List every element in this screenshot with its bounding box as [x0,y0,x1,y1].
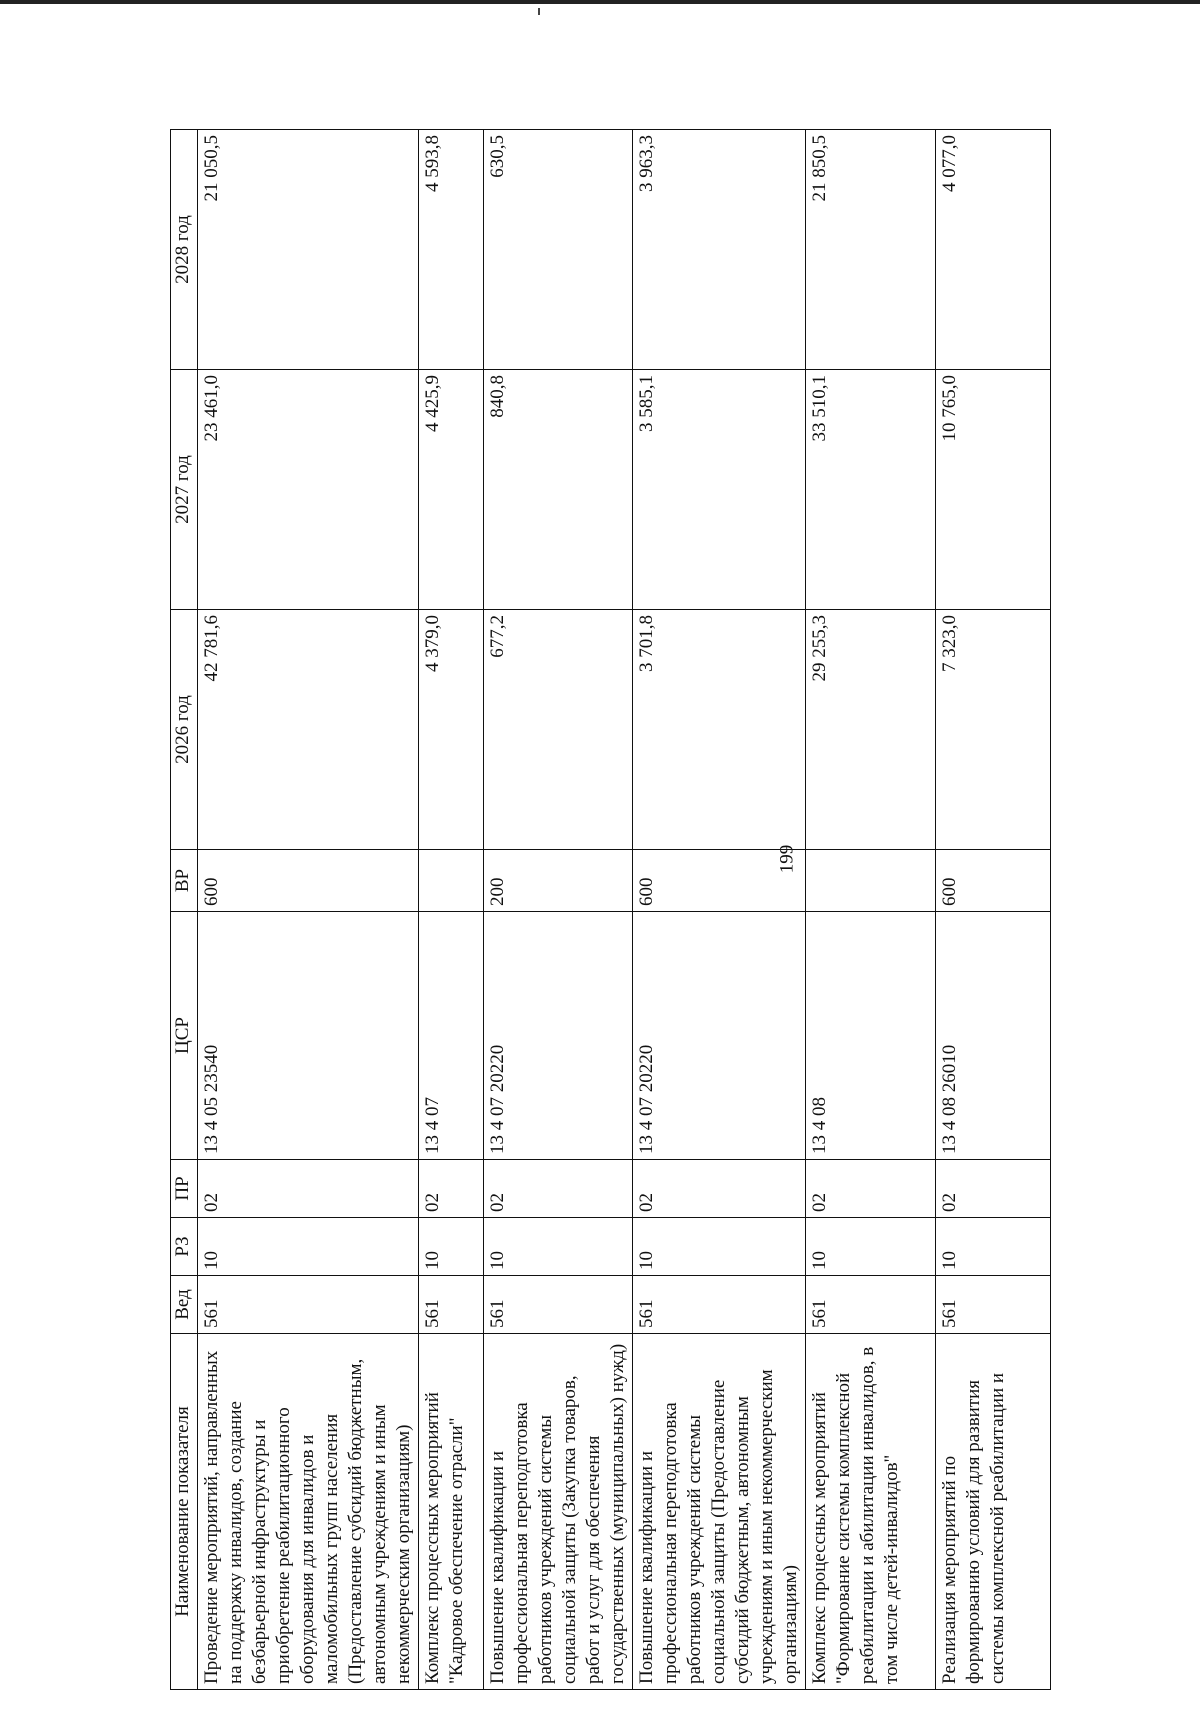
cell-csr: 13 4 07 [419,912,484,1160]
cell-ved: 561 [419,1276,484,1334]
cell-name: Комплекс процессных мероприятий "Кадровое обеспечение отрасли" [419,1334,484,1690]
header-2027: 2027 год [171,370,198,610]
cell-ved: 561 [633,1276,806,1334]
cell-pr: 02 [936,1160,1051,1218]
header-ved: Вед [171,1276,198,1334]
header-row [171,130,198,1690]
header-2028: 2028 год [171,130,198,370]
cell-2028: 21 850,5 [806,130,936,370]
cell-2026: 3 701,8 [633,610,806,850]
header-pr: ПР [171,1160,198,1218]
cell-rz: 10 [419,1218,484,1276]
cell-pr: 02 [484,1160,633,1218]
cell-name: Проведение мероприятий, направленных на поддержку инвалидов, создание безбарьерной инфраструктуры и приобретение реабилитационного оборудования для инвалидов и маломобильных групп населения (Предоставление субсидий бюджетным, автономным учреждениям и иным некоммерческим организациям) [198,1334,419,1690]
table-row [419,130,484,1690]
table-row [484,130,633,1690]
cell-2027: 840,8 [484,370,633,610]
cell-2027: 4 425,9 [419,370,484,610]
cell-csr: 13 4 08 26010 [936,912,1051,1160]
cell-name: Реализация мероприятий по формированию условий для развития системы комплексной реабилитации и [936,1334,1051,1690]
cell-ved: 561 [484,1276,633,1334]
cell-2028: 4 077,0 [936,130,1051,370]
cell-2028: 630,5 [484,130,633,370]
table-row [806,130,936,1690]
cell-vr [806,850,936,912]
cell-ved: 561 [936,1276,1051,1334]
page-number: 199 [776,844,798,874]
cell-csr: 13 4 05 23540 [198,912,419,1160]
rotated-table-container [170,130,1136,1690]
cell-csr: 13 4 08 [806,912,936,1160]
table-row [633,130,806,1690]
cell-2026: 7 323,0 [936,610,1051,850]
cell-name: Комплекс процессных мероприятий "Формирование системы комплексной реабилитации и абилитации инвалидов, в том числе детей-инвалидов" [806,1334,936,1690]
cell-pr: 02 [633,1160,806,1218]
cell-csr: 13 4 07 20220 [484,912,633,1160]
cell-2026: 4 379,0 [419,610,484,850]
cell-pr: 02 [419,1160,484,1218]
cell-rz: 10 [936,1218,1051,1276]
cell-vr: 600 [198,850,419,912]
header-vr: ВР [171,850,198,912]
cell-2026: 677,2 [484,610,633,850]
cell-2028: 3 963,3 [633,130,806,370]
table-row [936,130,1051,1690]
cell-pr: 02 [198,1160,419,1218]
cell-ved: 561 [198,1276,419,1334]
cell-name: Повышение квалификации и профессиональная переподготовка работников учреждений системы социальной защиты (Закупка товаров, работ и услуг для обеспечения государственных (муниципальных) нужд) [484,1334,633,1690]
header-csr: ЦСР [171,912,198,1160]
cell-vr: 200 [484,850,633,912]
cell-vr: 600 [936,850,1051,912]
scan-edge [0,0,1200,4]
cell-vr [419,850,484,912]
cell-2027: 33 510,1 [806,370,936,610]
cell-2027: 23 461,0 [198,370,419,610]
cell-2027: 3 585,1 [633,370,806,610]
cell-2026: 42 781,6 [198,610,419,850]
cell-rz: 10 [484,1218,633,1276]
cell-rz: 10 [198,1218,419,1276]
budget-table [170,129,1051,1690]
cell-2028: 4 593,8 [419,130,484,370]
cell-rz: 10 [633,1218,806,1276]
cell-2028: 21 050,5 [198,130,419,370]
cell-2026: 29 255,3 [806,610,936,850]
cell-2027: 10 765,0 [936,370,1051,610]
header-name: Наименование показателя [171,1334,198,1690]
cell-csr: 13 4 07 20220 [633,912,806,1160]
table-row [198,130,419,1690]
cell-name: Повышение квалификации и профессиональная переподготовка работников учреждений системы социальной защиты (Предоставление субсидий бюджетным, автономным учреждениям и иным некоммерческим организациям) [633,1334,806,1690]
cell-pr: 02 [806,1160,936,1218]
cell-ved: 561 [806,1276,936,1334]
scan-mark [538,8,540,15]
header-rz: РЗ [171,1218,198,1276]
cell-vr: 600 [633,850,806,912]
cell-rz: 10 [806,1218,936,1276]
header-2026: 2026 год [171,610,198,850]
